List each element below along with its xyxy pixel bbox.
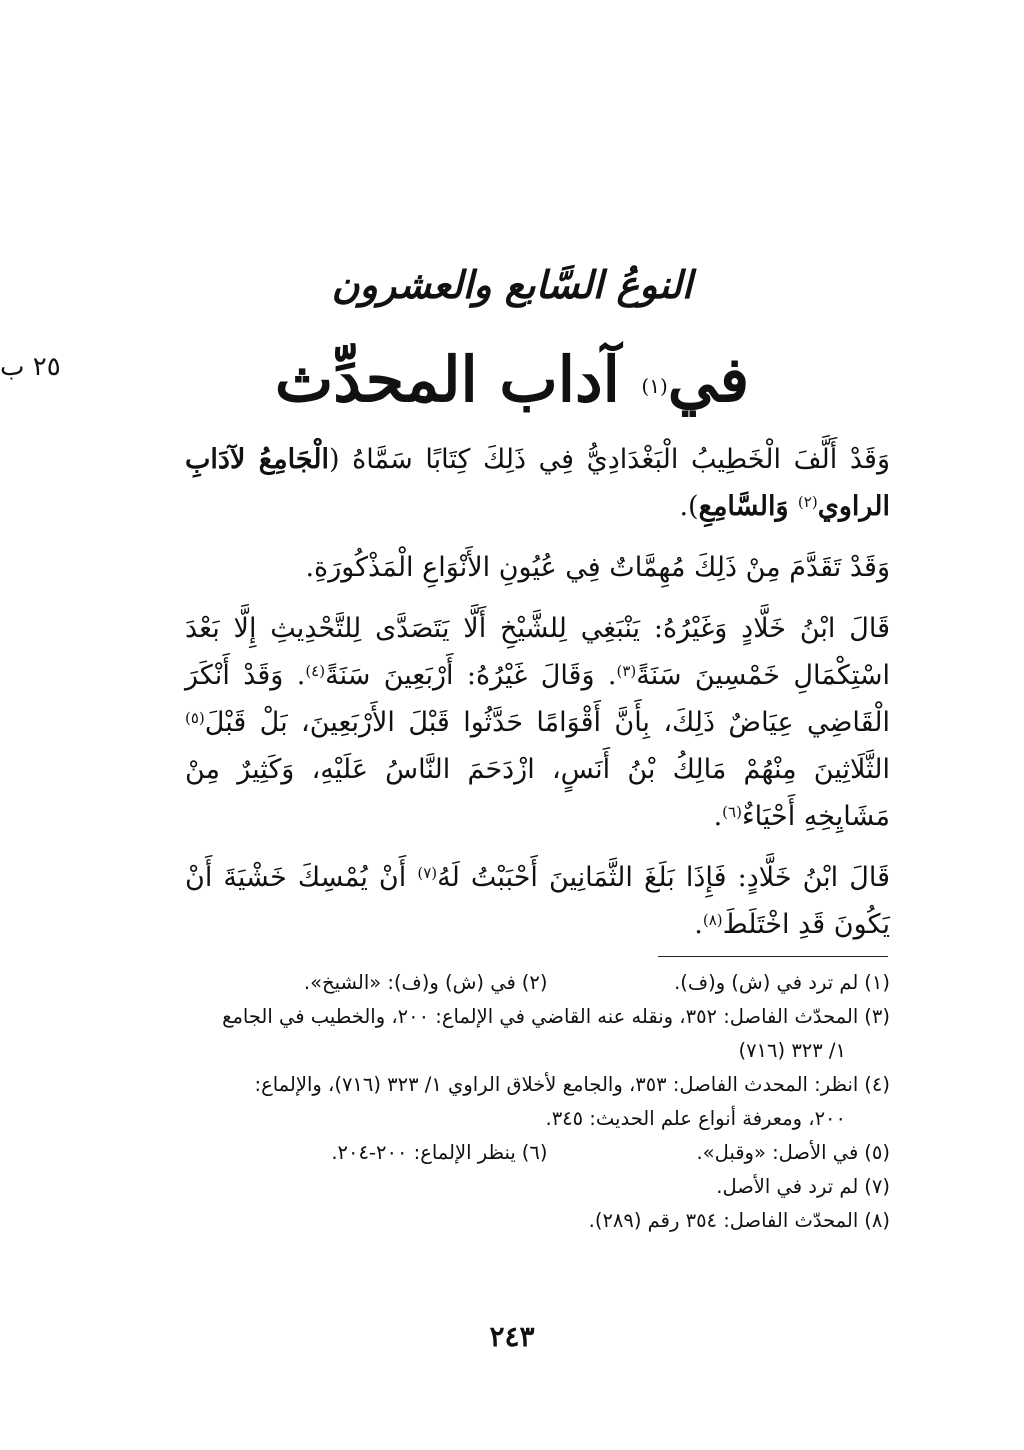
footnote-3 xyxy=(205,1000,890,1034)
footnote-ref: (١) xyxy=(641,374,668,398)
paragraph-4 xyxy=(185,854,890,948)
footnote-text: لم ترد في الأصل. xyxy=(716,1175,859,1198)
footnote-6 xyxy=(205,1136,548,1170)
footnote-text: في (ش) و(ف): «الشيخ». xyxy=(303,971,516,994)
footnote-ref: (٨) xyxy=(702,911,723,929)
footnote-7 xyxy=(205,1170,890,1204)
title-main: آداب المحدِّث xyxy=(274,343,620,416)
section-title xyxy=(0,340,1024,420)
footnote-text: انظر: المحدث الفاصل: ٣٥٣، والجامع لأخلاق الراوي ١/ ٣٢٣ (٧١٦)، والإلماع: xyxy=(254,1073,859,1096)
footnote-8 xyxy=(205,1204,890,1238)
footnote-text: المحدّث الفاصل: ٣٥٢، ونقله عنه القاضي في الإلماع: ٢٠٠، والخطيب في الجامع xyxy=(222,1005,859,1028)
footnote-text: في الأصل: «وقبل». xyxy=(696,1141,859,1164)
footnote-separator xyxy=(658,956,888,957)
text-run: . وَقَدْ أَنْكَرَ الْقَاضِي عِيَاضٌ ذَلِكَ، بِأَنَّ أَقْوَامًا حَدَّثُوا قَبْلَ الأَرْبَعِينَ، بَلْ قَبْلَ xyxy=(185,660,890,738)
footnote-ref: (٢) xyxy=(797,493,818,511)
footnote-3-continuation: ١/ ٣٢٣ (٧١٦) xyxy=(738,1039,846,1062)
footnote-number: (٥) xyxy=(864,1141,890,1164)
footnote-number: (٢) xyxy=(521,971,548,994)
text-run: . xyxy=(713,801,723,832)
body-text xyxy=(185,436,890,962)
footnote-ref: (٦) xyxy=(722,803,742,821)
paragraph-3 xyxy=(185,605,890,840)
footnote-1 xyxy=(548,966,891,1000)
page-number: ٢٤٣ xyxy=(489,1320,535,1353)
book-title: الْجَامِعُ لآدَابِ الراوي xyxy=(185,444,890,522)
footnote-number: (٨) xyxy=(864,1209,890,1232)
book-title: وَالسَّامِعِ xyxy=(698,491,798,522)
margin-folio-reference: ٢٥ ب xyxy=(0,352,61,382)
footnote-number: (٧) xyxy=(864,1175,890,1198)
text-run: . xyxy=(694,909,703,940)
footnote-text: لم ترد في (ش) و(ف). xyxy=(674,971,859,994)
section-subtitle: النوعُ السَّابع والعشرون xyxy=(331,262,693,307)
text-run: وَقَدْ أَلَّفَ الْخَطِيبُ الْبَغْدَادِيُّ فِي ذَلِكَ كِتَابًا سَمَّاهُ ( xyxy=(329,444,890,475)
footnote-row xyxy=(205,966,890,1000)
paragraph-1 xyxy=(185,436,890,530)
footnote-ref: (٤) xyxy=(305,662,326,680)
footnote-text: المحدّث الفاصل: ٣٥٤ رقم (٢٨٩). xyxy=(588,1209,859,1232)
text-run: . وَقَالَ غَيْرُهُ: أَرْبَعِينَ سَنَةً xyxy=(325,660,617,691)
footnote-text: ينظر الإلماع: ٢٠٠-٢٠٤. xyxy=(331,1141,516,1164)
text-run: أَنْ يُمْسِكَ خَشْيَةَ أَنْ يَكُونَ قَدِ اخْتَلَطَ xyxy=(185,862,890,940)
footnote-ref: (٧) xyxy=(417,864,438,882)
footnote-ref: (٥) xyxy=(185,709,205,727)
footnote-number: (٤) xyxy=(864,1073,890,1096)
paragraph-2: وَقَدْ تَقَدَّمَ مِنْ ذَلِكَ مُهِمَّاتٌ فِي عُيُونِ الأَنْوَاعِ الْمَذْكُورَةِ. xyxy=(305,552,890,583)
text-run: الثَّلَاثِينَ مِنْهُمْ مَالِكُ بْنُ أَنَسٍ، ازْدَحَمَ النَّاسُ عَلَيْهِ، وَكَثِيرٌ مِنْ مَشَايِخِهِ أَحْيَاءٌ xyxy=(185,754,890,832)
footnote-number: (١) xyxy=(864,971,890,994)
footnote-ref: (٣) xyxy=(616,662,637,680)
footnote-number: (٦) xyxy=(521,1141,548,1164)
footnotes xyxy=(205,966,890,1238)
footnote-2 xyxy=(205,966,548,1000)
footnote-row xyxy=(205,1136,890,1170)
footnote-4 xyxy=(205,1068,890,1102)
text-run: قَالَ ابْنُ خَلَّادٍ: فَإِذَا بَلَغَ الثَّمَانِينَ أَحْبَبْتُ لَهُ xyxy=(437,862,890,893)
footnote-number: (٣) xyxy=(864,1005,890,1028)
text-run: قَالَ ابْنُ خَلَّادٍ وَغَيْرُهُ: يَنْبَغِي لِلشَّيْخِ أَلَّا يَتَصَدَّى لِلتَّحْدِيثِ إِلَّا بَعْدَ اسْتِكْمَالِ خَمْسِينَ سَنَةً xyxy=(185,613,890,691)
footnote-4-continuation: ٢٠٠، ومعرفة أنواع علم الحديث: ٣٤٥. xyxy=(545,1107,846,1130)
title-prefix: في xyxy=(667,343,750,416)
footnote-5 xyxy=(548,1136,891,1170)
text-run: ). xyxy=(679,491,699,522)
